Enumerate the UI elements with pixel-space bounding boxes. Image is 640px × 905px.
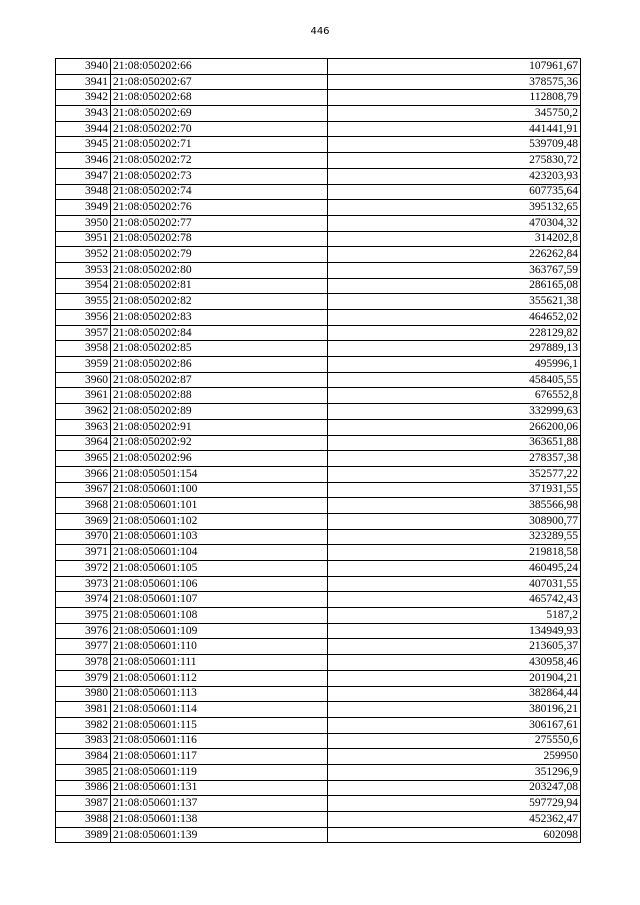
table-row [56,670,581,686]
value-cell: 201904,21 [328,670,581,686]
row-number-cell: 3940 [56,59,111,75]
table-row [56,74,581,90]
cadastral-number-cell: 21:08:050601:104 [111,545,328,561]
table-row [56,419,581,435]
table-row [56,592,581,608]
row-number-cell: 3967 [56,482,111,498]
row-number-cell: 3986 [56,780,111,796]
row-number-cell: 3965 [56,451,111,467]
table-row [56,215,581,231]
table-row [56,357,581,373]
cadastral-number-cell: 21:08:050202:80 [111,262,328,278]
table-row [56,655,581,671]
value-cell: 385566,98 [328,498,581,514]
value-cell: 107961,67 [328,59,581,75]
value-cell: 266200,06 [328,419,581,435]
row-number-cell: 3971 [56,545,111,561]
row-number-cell: 3957 [56,325,111,341]
table-row [56,749,581,765]
value-cell: 602098 [328,827,581,843]
cadastral-number-cell: 21:08:050601:117 [111,749,328,765]
cadastral-number-cell: 21:08:050601:114 [111,702,328,718]
table-row [56,545,581,561]
cadastral-number-cell: 21:08:050601:102 [111,513,328,529]
table-row [56,576,581,592]
cadastral-number-cell: 21:08:050202:79 [111,247,328,263]
row-number-cell: 3968 [56,498,111,514]
cadastral-number-cell: 21:08:050601:101 [111,498,328,514]
value-cell: 345750,2 [328,106,581,122]
table-row [56,341,581,357]
row-number-cell: 3976 [56,623,111,639]
cadastral-number-cell: 21:08:050601:139 [111,827,328,843]
value-cell: 275830,72 [328,153,581,169]
cadastral-number-cell: 21:08:050202:66 [111,59,328,75]
row-number-cell: 3979 [56,670,111,686]
value-cell: 308900,77 [328,513,581,529]
row-number-cell: 3955 [56,294,111,310]
value-cell: 676552,8 [328,388,581,404]
value-cell: 323289,55 [328,529,581,545]
cadastral-number-cell: 21:08:050601:106 [111,576,328,592]
table-row [56,529,581,545]
row-number-cell: 3961 [56,388,111,404]
data-table [55,58,581,843]
cadastral-number-cell: 21:08:050601:100 [111,482,328,498]
row-number-cell: 3985 [56,764,111,780]
table-row [56,278,581,294]
row-number-cell: 3953 [56,262,111,278]
row-number-cell: 3975 [56,608,111,624]
value-cell: 314202,8 [328,231,581,247]
table-row [56,200,581,216]
cadastral-number-cell: 21:08:050202:83 [111,310,328,326]
cadastral-number-cell: 21:08:050601:113 [111,686,328,702]
table-row [56,466,581,482]
row-number-cell: 3958 [56,341,111,357]
table-row [56,827,581,843]
cadastral-number-cell: 21:08:050202:76 [111,200,328,216]
value-cell: 378575,36 [328,74,581,90]
cadastral-number-cell: 21:08:050601:116 [111,733,328,749]
value-cell: 228129,82 [328,325,581,341]
row-number-cell: 3951 [56,231,111,247]
table-row [56,608,581,624]
value-cell: 213605,37 [328,639,581,655]
table-row [56,561,581,577]
value-cell: 278357,38 [328,451,581,467]
cadastral-number-cell: 21:08:050202:67 [111,74,328,90]
cadastral-number-cell: 21:08:050202:87 [111,372,328,388]
value-cell: 351296,9 [328,764,581,780]
value-cell: 275550,6 [328,733,581,749]
value-cell: 607735,64 [328,184,581,200]
table-row [56,184,581,200]
cadastral-number-cell: 21:08:050601:107 [111,592,328,608]
row-number-cell: 3947 [56,168,111,184]
cadastral-number-cell: 21:08:050601:108 [111,608,328,624]
table-row [56,435,581,451]
cadastral-number-cell: 21:08:050202:81 [111,278,328,294]
table-row [56,388,581,404]
row-number-cell: 3984 [56,749,111,765]
row-number-cell: 3977 [56,639,111,655]
table-row [56,90,581,106]
value-cell: 134949,93 [328,623,581,639]
table-row [56,764,581,780]
row-number-cell: 3981 [56,702,111,718]
cadastral-number-cell: 21:08:050601:131 [111,780,328,796]
value-cell: 470304,32 [328,215,581,231]
table-row [56,262,581,278]
row-number-cell: 3943 [56,106,111,122]
row-number-cell: 3945 [56,137,111,153]
table-row [56,231,581,247]
row-number-cell: 3948 [56,184,111,200]
row-number-cell: 3973 [56,576,111,592]
value-cell: 430958,46 [328,655,581,671]
table-row [56,686,581,702]
row-number-cell: 3949 [56,200,111,216]
cadastral-number-cell: 21:08:050601:103 [111,529,328,545]
cadastral-number-cell: 21:08:050601:115 [111,717,328,733]
value-cell: 452362,47 [328,812,581,828]
row-number-cell: 3954 [56,278,111,294]
value-cell: 395132,65 [328,200,581,216]
table-row [56,325,581,341]
row-number-cell: 3970 [56,529,111,545]
table-row [56,404,581,420]
value-cell: 382864,44 [328,686,581,702]
value-cell: 112808,79 [328,90,581,106]
table-row [56,796,581,812]
row-number-cell: 3983 [56,733,111,749]
cadastral-number-cell: 21:08:050202:96 [111,451,328,467]
cadastral-number-cell: 21:08:050202:69 [111,106,328,122]
cadastral-number-cell: 21:08:050202:73 [111,168,328,184]
value-cell: 460495,24 [328,561,581,577]
table-row [56,702,581,718]
row-number-cell: 3987 [56,796,111,812]
cadastral-number-cell: 21:08:050601:119 [111,764,328,780]
value-cell: 226262,84 [328,247,581,263]
value-cell: 423203,93 [328,168,581,184]
value-cell: 441441,91 [328,121,581,137]
table-row [56,812,581,828]
cadastral-number-cell: 21:08:050601:112 [111,670,328,686]
value-cell: 465742,43 [328,592,581,608]
value-cell: 363767,59 [328,262,581,278]
value-cell: 219818,58 [328,545,581,561]
cadastral-number-cell: 21:08:050202:89 [111,404,328,420]
cadastral-number-cell: 21:08:050202:82 [111,294,328,310]
table-row [56,168,581,184]
value-cell: 286165,08 [328,278,581,294]
value-cell: 297889,13 [328,341,581,357]
table-row [56,153,581,169]
value-cell: 597729,94 [328,796,581,812]
table-row [56,513,581,529]
table-row [56,294,581,310]
value-cell: 355621,38 [328,294,581,310]
row-number-cell: 3980 [56,686,111,702]
row-number-cell: 3982 [56,717,111,733]
cadastral-number-cell: 21:08:050601:109 [111,623,328,639]
table-row [56,247,581,263]
value-cell: 539709,48 [328,137,581,153]
cadastral-number-cell: 21:08:050601:111 [111,655,328,671]
value-cell: 306167,61 [328,717,581,733]
value-cell: 332999,63 [328,404,581,420]
table-row [56,482,581,498]
value-cell: 458405,55 [328,372,581,388]
row-number-cell: 3966 [56,466,111,482]
cadastral-number-cell: 21:08:050601:105 [111,561,328,577]
cadastral-number-cell: 21:08:050601:110 [111,639,328,655]
value-cell: 407031,55 [328,576,581,592]
cadastral-number-cell: 21:08:050501:154 [111,466,328,482]
cadastral-number-cell: 21:08:050202:88 [111,388,328,404]
cadastral-number-cell: 21:08:050202:77 [111,215,328,231]
table-row [56,59,581,75]
table-row [56,121,581,137]
cadastral-number-cell: 21:08:050202:86 [111,357,328,373]
table-row [56,623,581,639]
table-row [56,733,581,749]
table-row [56,137,581,153]
row-number-cell: 3962 [56,404,111,420]
value-cell: 203247,08 [328,780,581,796]
value-cell: 380196,21 [328,702,581,718]
value-cell: 371931,55 [328,482,581,498]
cadastral-number-cell: 21:08:050202:84 [111,325,328,341]
table-body [56,59,581,843]
cadastral-number-cell: 21:08:050202:85 [111,341,328,357]
value-cell: 259950 [328,749,581,765]
table-row [56,310,581,326]
row-number-cell: 3944 [56,121,111,137]
value-cell: 464652,02 [328,310,581,326]
row-number-cell: 3989 [56,827,111,843]
row-number-cell: 3956 [56,310,111,326]
cadastral-number-cell: 21:08:050202:72 [111,153,328,169]
cadastral-number-cell: 21:08:050202:91 [111,419,328,435]
cadastral-number-cell: 21:08:050601:137 [111,796,328,812]
row-number-cell: 3964 [56,435,111,451]
table-row [56,451,581,467]
row-number-cell: 3972 [56,561,111,577]
cadastral-number-cell: 21:08:050202:74 [111,184,328,200]
row-number-cell: 3942 [56,90,111,106]
row-number-cell: 3959 [56,357,111,373]
table-row [56,780,581,796]
row-number-cell: 3963 [56,419,111,435]
table-row [56,106,581,122]
row-number-cell: 3946 [56,153,111,169]
row-number-cell: 3960 [56,372,111,388]
cadastral-number-cell: 21:08:050202:71 [111,137,328,153]
table-row [56,717,581,733]
cadastral-number-cell: 21:08:050202:68 [111,90,328,106]
table-row [56,639,581,655]
row-number-cell: 3978 [56,655,111,671]
row-number-cell: 3952 [56,247,111,263]
value-cell: 5187,2 [328,608,581,624]
cadastral-number-cell: 21:08:050202:78 [111,231,328,247]
cadastral-number-cell: 21:08:050601:138 [111,812,328,828]
row-number-cell: 3941 [56,74,111,90]
table-row [56,372,581,388]
page-number: 446 [310,26,330,37]
cadastral-number-cell: 21:08:050202:92 [111,435,328,451]
row-number-cell: 3974 [56,592,111,608]
row-number-cell: 3988 [56,812,111,828]
value-cell: 495996,1 [328,357,581,373]
cadastral-number-cell: 21:08:050202:70 [111,121,328,137]
row-number-cell: 3969 [56,513,111,529]
value-cell: 363651,88 [328,435,581,451]
table-row [56,498,581,514]
value-cell: 352577,22 [328,466,581,482]
row-number-cell: 3950 [56,215,111,231]
